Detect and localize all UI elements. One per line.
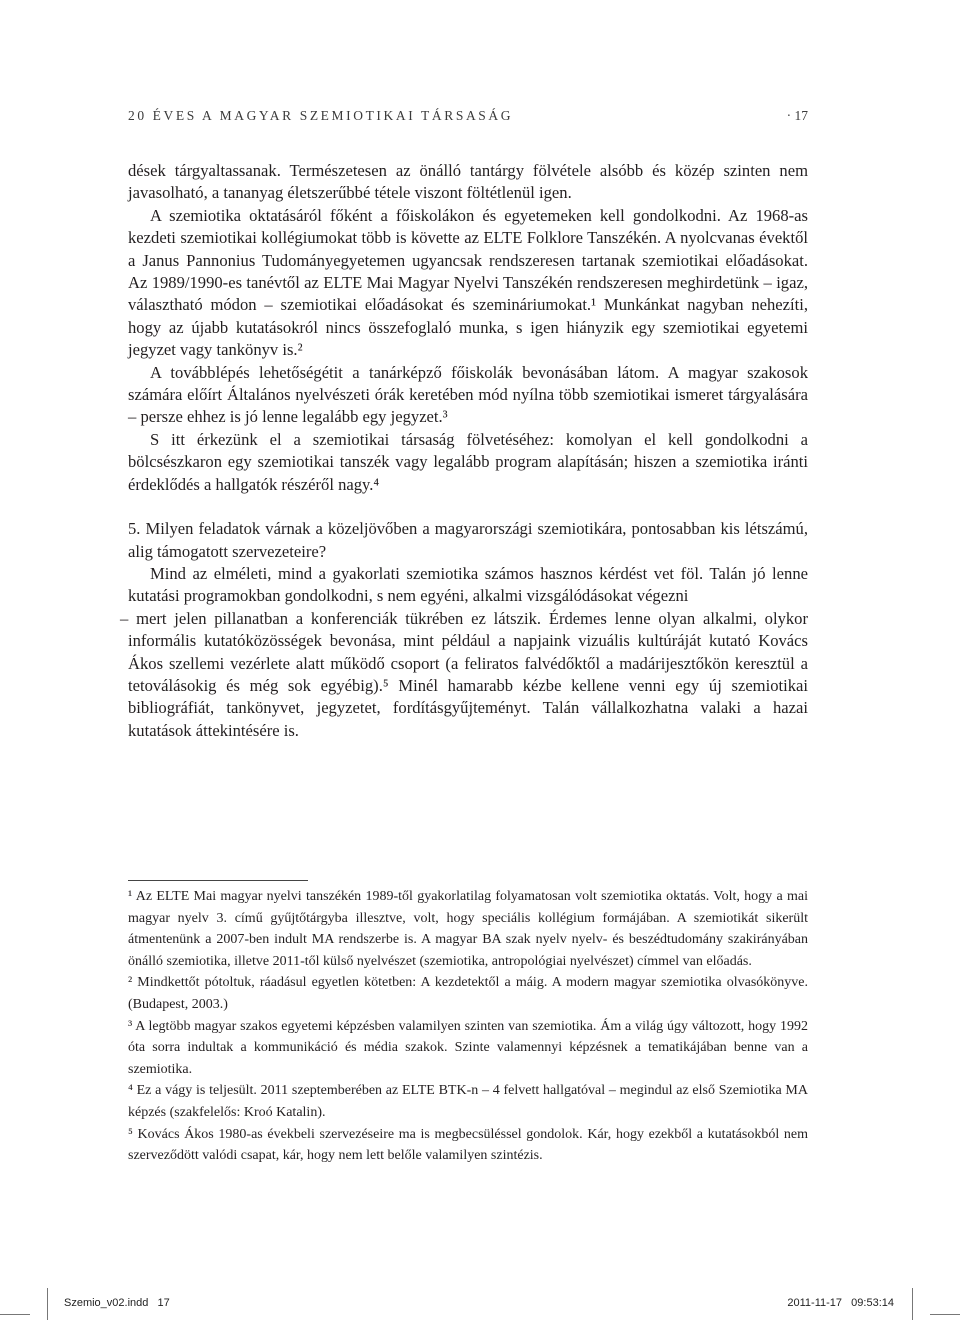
paragraph-continued: dések tárgyaltassanak. Természetesen az önálló tantárgy fölvétele alsóbb és közép szinten nem javasolható, a tananyag életszerűbbé tétele viszont föltétlenül igen. (128, 161, 808, 203)
crop-mark-right (912, 1288, 913, 1320)
footnote-1: ¹ Az ELTE Mai magyar nyelvi tanszékén 1989-től gyakorlatilag folyamatosan volt szemiotika oktatás. Volt, hogy a mai magyar nyelv 3. című gyűjtőtárgyba illesztve, volt, hogy speciális kollégium formájában. A szemiotikát sikerült átmentenünk a 2007-ben indult MA rendszerbe is. A magyar BA szak nyelv nyelv- és beszédtudomány szakirányában önálló szemiotika, illetve 2011-től külső nyelvészet (szemiotika, antropológiai nyelvészet) címmel van előadás. (128, 889, 808, 969)
footnote-2: ² Mindkettőt pótoltuk, ráadásul egyetlen kötetben: A kezdetektől a máig. A modern magyar szemiotika olvasókönyve. (Budapest, 2003.) (128, 975, 808, 1012)
footnote-3: ³ A legtöbb magyar szakos egyetemi képzésben valamilyen szinten van szemiotika. Ám a világ úgy változott, hogy 1992 óta sorra indultak a kommunikáció és média szakok. Szinte valamennyi képzésnek a tematikájában benne van a szemiotika. (128, 1018, 808, 1077)
footnote-separator (128, 880, 308, 881)
crop-mark-right-h (930, 1314, 960, 1315)
running-header (128, 108, 808, 124)
running-title: 20 ÉVES A MAGYAR SZEMIOTIKAI TÁRSASÁG (128, 108, 514, 123)
paragraph: S itt érkezünk el a szemiotikai társaság fölvetéséhez: komolyan el kell gondolkodni a bölcsészkaron egy szemiotikai tanszék vagy legalább program alapításán; hiszen a szemiotika iránti érdeklődés a hallgatók részéről nagy.⁴ (128, 429, 808, 494)
footnote-5: ⁵ Kovács Ákos 1980-as évekbeli szervezéseire ma is megbecsüléssel gondolok. Kár, hogy ezekből a kutatásokból nem szerveződött valódi csapat, kár, hogy nem lett belőle valamilyen szintézis. (128, 1126, 808, 1164)
slug-filename: Szemio_v02.indd 17 (64, 1297, 170, 1309)
print-slug (0, 1288, 960, 1320)
crop-mark-left (47, 1288, 48, 1320)
crop-mark-left-h (0, 1314, 30, 1315)
page-number: · 17 (786, 108, 808, 123)
paragraph: A szemiotika oktatásáról főként a főiskolákon és egyetemeken kell gondolkodni. Az 1968-as kezdeti szemiotikai kollégiumokat több is követte az ELTE Folklore Tanszékén. A nyolcvanas évektől a Janus Pannonius Tudományegyetemen ugyancsak rendszeresen tartanak szemiotikai előadásokat. Az 1989/1990-es tanévtől az ELTE Mai Magyar Nyelvi Tanszékén rendszeresen meghirdetünk – igaz, választható módon – szemiotikai előadásokat és szemináriumokat.¹ Munkánkat nagyban nehezíti, hogy az újabb kutatásokról nincs összefoglaló munka, s igen hiányzik egy szemiotikai egyetemi jegyzet vagy tankönyv is.² (128, 205, 808, 360)
main-text (120, 160, 808, 742)
footnotes (128, 886, 808, 1167)
paragraph: A továbblépés lehetőségétit a tanárképző főiskolák bevonásában látom. A magyar szakosok számára előírt Általános nyelvészeti órák keretében mód nyílna több szemiotikai ismeret tárgyalására – persze ehhez is jó lenne legalább egy jegyzet.³ (128, 362, 808, 427)
paragraph: Mind az elméleti, mind a gyakorlati szemiotika számos hasznos kérdést vet föl. Talán jó lenne kutatási programokban gondolkodni, s nem egyéni, alkalmi vizsgálódásokat végezni (128, 563, 808, 606)
footnote-4: ⁴ Ez a vágy is teljesült. 2011 szeptemberében az ELTE BTK-n – 4 felvett hallgatóval – megindul az első Szemiotika MA képzés (szakfelelős: Kroó Katalin). (128, 1083, 808, 1120)
section-question: 5. Milyen feladatok várnak a közeljövőben a magyarországi szemiotikára, pontosabban kis létszámú, alig támogatott szervezeteire? (128, 519, 808, 561)
paragraph: – mert jelen pillanatban a konferenciák tükrében ez látszik. Érdemes lenne olyan alkalmi, olykor informális kutatóközösségek bevonása, mint például a napjaink vizuális kultúráját kutató Kovács Ákos szellemi vezérlete alatt működő csoport (a feliratos falvédőktől a madárijesztőkön keresztül a tetoválásokig és még sok egyébig).⁵ Minél hamarabb kézbe kellene venni egy új szemiotikai bibliográfiát, tankönyvet, jegyzetet, fordításgyűjteményt. Talán vállalkozhatna valaki a hazai kutatások áttekintésére is. (120, 608, 808, 740)
slug-timestamp: 2011-11-17 09:53:14 (787, 1297, 894, 1309)
